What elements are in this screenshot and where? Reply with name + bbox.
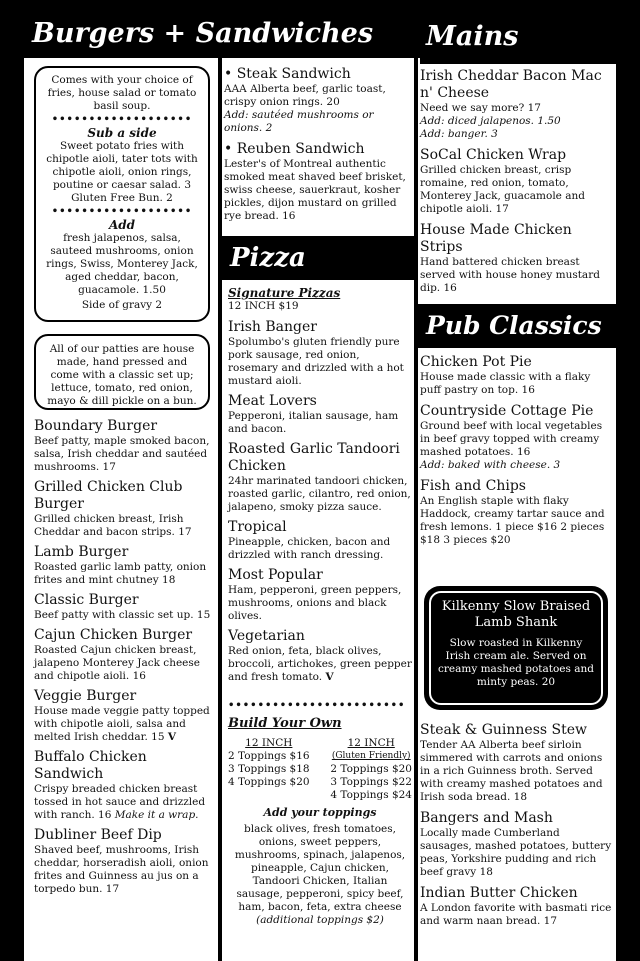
pub-classics-header: Pub Classics	[418, 304, 616, 348]
build-your-own: Build Your Own 12 INCH 2 Toppings $16 3 Toppings $18 4 Toppings $20 12 INCH (Gluten Friendly) 2 Toppings $20 3 Toppings $22 4 Toppings $24 Add your toppings black olives, fresh tomatoes, onions, sweet peppers, mushrooms, spinach, jalapenos, pineapple, Cajun chicken, Tandoori Chicken, Italian sausage, pepperoni, spicy beef, ham, bacon, feta, extra cheese (additional toppings $2)	[228, 716, 412, 926]
sandwich-list	[224, 66, 412, 223]
pub-item: Fish and Chips An English staple with flaky Haddock, creamy tartar sauce and fresh lemons. 1 piece $16 2 pieces $18 3 pieces $20	[420, 478, 605, 546]
burger-item: Boundary Burger Beef patty, maple smoked bacon, salsa, Irish cheddar and sautéed mushrooms. 17	[34, 418, 210, 473]
mains-item: SoCal Chicken Wrap Grilled chicken breast, crisp romaine, red onion, tomato, Monterey Jack, guacamole and chipotle aioli. 17	[420, 147, 585, 215]
vegetarian-badge: V	[325, 671, 334, 683]
burger-item: Classic Burger Beef patty with classic set up. 15	[34, 592, 211, 621]
kilkenny-desc: Slow roasted in Kilkenny Irish cream ale. Served on creamy mashed potatoes and minty peas. 20	[438, 637, 594, 688]
burger-item: Grilled Chicken Club Burger Grilled chicken breast, Irish Cheddar and bacon strips. 17	[34, 479, 192, 538]
burger-item: Dubliner Beef Dip Shaved beef, mushrooms, Irish cheddar, horseradish aioli, onion frites and Guinness au jus on a torpedo bun. 17	[34, 827, 209, 895]
burger-item: Lamb Burger Roasted garlic lamb patty, onion frites and mint chutney 18	[34, 544, 207, 586]
add-title: Add	[108, 218, 136, 232]
pub-list-2	[420, 722, 612, 928]
pub-item: Bangers and Mash Locally made Cumberland sausages, mashed potatoes, buttery peas, Yorkshire pudding and rich beef gravy 18	[420, 810, 612, 878]
kilkenny-title: Kilkenny Slow Braised Lamb Shank	[441, 599, 591, 630]
pub-item: Chicken Pot Pie House made classic with a flaky puff pastry on top. 16	[420, 354, 591, 396]
pizza-item: Vegetarian Red onion, feta, black olives, broccoli, artichokes, green pepper and fresh tomato. V	[228, 628, 412, 683]
sides-box: Comes with your choice of fries, house salad or tomato basil soup. ••••••••••••••••••• Sub a side Sweet potato fries with chipotle aioli, tater tots with chipotle aioli, onion rings, poutine or caesar salad. 3 Gluten Free Bun. 2 ••••••••••••••••••• Add fresh jalapenos, salsa, sauteed mushrooms, onion rings, Swiss, Monterey Jack, aged cheddar, bacon, guacamole. 1.50 Side of gravy 2	[34, 66, 210, 322]
signature-price: 12 INCH $19	[228, 300, 299, 312]
signature-pizzas-title: Signature Pizzas	[228, 286, 341, 300]
burger-list	[34, 418, 214, 896]
pizza-item: Meat Lovers Pepperoni, italian sausage, ham and bacon.	[228, 393, 399, 435]
sandwich-item: • Reuben Sandwich Lester's of Montreal authentic smoked meat shaved beef brisket, swiss cheese, sauerkraut, kosher pickles, dijon mustard on grilled rye bread. 16	[224, 141, 406, 222]
pizza-item: Most Popular Ham, pepperoni, green peppers, mushrooms, onions and black olives.	[228, 567, 402, 622]
kilkenny-box	[424, 586, 608, 710]
burger-item: Cajun Chicken Burger Roasted Cajun chicken breast, jalapeno Monterey Jack cheese and chipotle aioli. 16	[34, 627, 200, 682]
pizza-item: Irish Banger Spolumbo's gluten friendly pure pork sausage, red onion, rosemary and drizzled with a hot mustard aioli.	[228, 319, 404, 387]
gravy-text: Side of gravy 2	[81, 299, 163, 311]
divider-dots: ••••••••••••••••••••••••	[228, 702, 406, 710]
patties-box: All of our patties are house made, hand pressed and come with a classic set up; lettuce, tomato, red onion, mayo & dill pickle on a bun.	[34, 334, 210, 410]
pizza-item: Roasted Garlic Tandoori Chicken 24hr marinated tandoori chicken, roasted garlic, cilantro, red onion, jalapeno, smoky pizza sauce.	[228, 441, 411, 513]
pizza-header: Pizza	[222, 236, 414, 280]
pub-item: Steak & Guinness Stew Tender AA Alberta beef sirloin simmered with carrots and onions in a rich Guinness broth. Served with creamy mashed potatoes and Irish soda bread. 18	[420, 722, 603, 803]
sides-intro: Comes with your choice of fries, house salad or tomato basil soup.	[47, 74, 197, 112]
mains-item: Irish Cheddar Bacon Mac n' Cheese Need we say more? 17 Add: diced jalapenos. 1.50 Add: banger. 3	[420, 68, 602, 140]
pub-item: Indian Butter Chicken A London favorite with basmati rice and warm naan bread. 17	[420, 885, 612, 927]
burger-item: Buffalo Chicken Sandwich Crispy breaded chicken breast tossed in hot sauce and drizzled with ranch. 16 Make it a wrap.	[34, 749, 206, 821]
sandwich-item: • Steak Sandwich AAA Alberta beef, garlic toast, crispy onion rings. 20 Add: sautéed mushrooms or onions. 2	[224, 66, 386, 134]
mains-item: House Made Chicken Strips Hand battered chicken breast served with house honey mustard dip. 16	[420, 222, 600, 294]
sub-a-side-title: Sub a side	[87, 126, 157, 140]
pizza-item: Tropical Pineapple, chicken, bacon and drizzled with ranch dressing.	[228, 519, 391, 561]
pizza-list	[228, 286, 412, 684]
mains-header: Mains	[420, 10, 616, 64]
pub-list	[420, 354, 612, 547]
mains-list	[420, 68, 612, 295]
add-text: fresh jalapenos, salsa, sauteed mushrooms, onion rings, Swiss, Monterey Jack, aged cheddar, bacon, guacamole. 1.50	[46, 232, 198, 296]
sub-a-side-text: Sweet potato fries with chipotle aioli, tater tots with chipotle aioli, onion rings, poutine or caesar salad. 3 Gluten Free Bun. 2	[46, 140, 198, 204]
pub-item: Countryside Cottage Pie Ground beef with local vegetables in beef gravy topped with creamy mashed potatoes. 16 Add: baked with cheese. 3	[420, 403, 603, 471]
burgers-header: Burgers + Sandwiches	[24, 10, 420, 58]
vegetarian-badge: V	[167, 731, 176, 743]
burger-item: Veggie Burger House made veggie patty topped with chipotle aioli, salsa and melted Irish cheddar. 15 V	[34, 688, 210, 743]
